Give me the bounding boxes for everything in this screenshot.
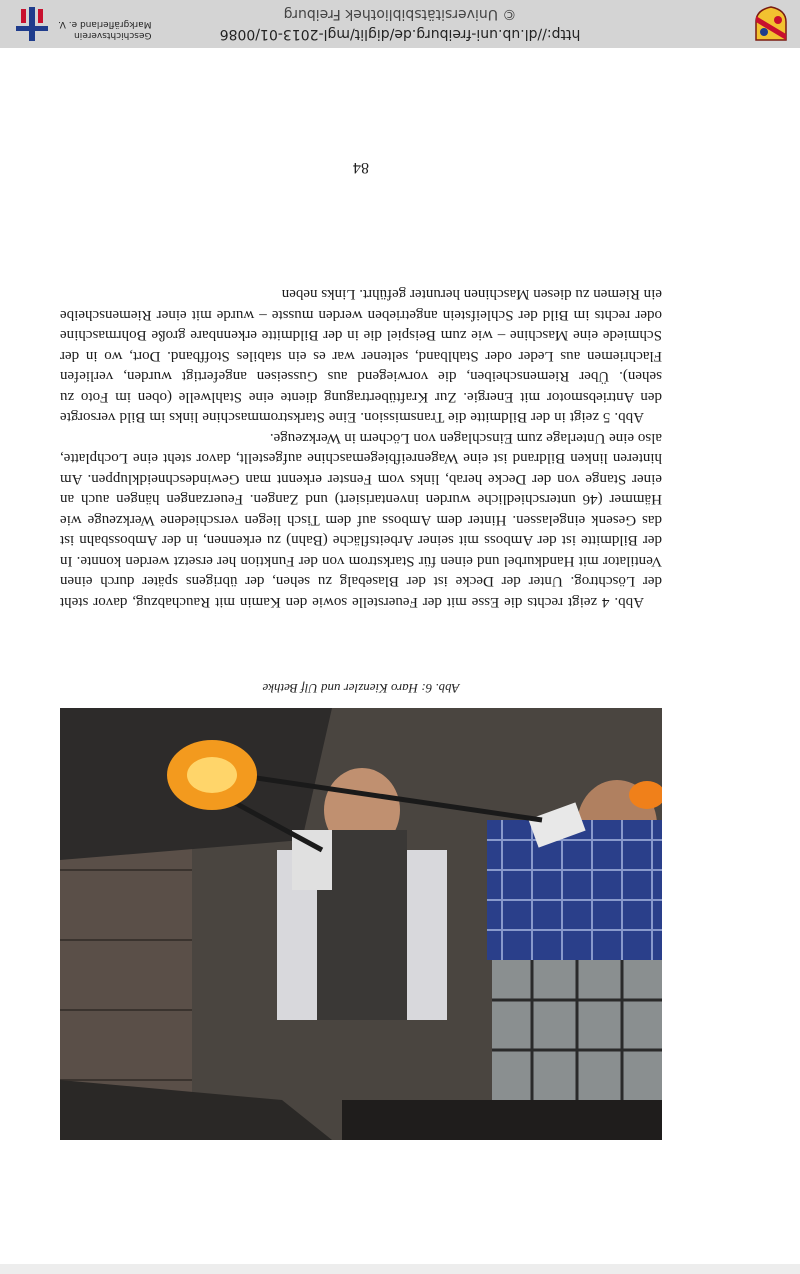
top-strip [0, 1264, 800, 1274]
org-line-2: Markgräflerland e. V. [58, 19, 152, 29]
page-number: 84 [353, 159, 369, 176]
footer-organisation [58, 18, 151, 40]
paragraph: Abb. 5 zeigt in der Bildmitte die Transmission. Eine Starkstrommaschine links im Bild versorgte den Antriebsmotor mit Energie. Zur Kraftübertragung diente eine Stahlwelle (oben im Foto zu sehen). Über Riemenscheiben, die vorwiegend aus Gusseisen angefertigt wurden, verliefen Flachriemen aus Leder oder Stahlband, seltener war es ein stabiles Stoffband. Dort, wo in der Schmiede eine Maschine – wie zum Beispiel die in der Bildmitte erkennbare große Bohrmaschine oder rechts im Bild der Schleifstein angetrieben werden musste – wurde mit einer Riemenscheibe ein Riemen zu diesen Maschinen herunter geführt. Links neben [60, 286, 662, 426]
footer-url[interactable]: http://dl.ub.uni-freiburg.de/diglit/mgl-2013-01/0086 [219, 26, 581, 42]
figure-caption: Abb. 6: Haro Kienzler und Ulf Bethke [262, 681, 460, 696]
footer-copyright: © Universitätsbibliothek Freiburg [283, 6, 517, 22]
paragraph: Abb. 4 zeigt rechts die Esse mit der Feuerstelle sowie den Kamin mit Rauchabzug, davor steht der Löschtrog. Unter der Decke ist der Blasebalg zu sehen, der übrigens später durch einen Ventilator mit Handkurbel und einen für Starkstrom von der Funktion her ersetzt werden konnte. In der Bildmitte ist der Amboss mit seiner Arbeitsfläche (Bahn) zu erkennen, in der Ambossbahn ist das Gesenk eingelassen. Hinter dem Amboss auf dem Tisch liegen verschiedene Werkzeuge wie Hämmer (46 unterschiedliche wurden inventarisiert) und Zangen. Feuerzangen hängen auch an einer Stange von der Decke herab, links vom Fenster erkennt man Gewindeschneidkluppen. Am hinteren linken Bildrand ist eine Wagenreifbiegemaschine aufgestellt, davor steht eine Lochplatte, also eine Unterlage zum Einschlagen von Löchern in Werkzeuge. [60, 430, 662, 610]
footer-bar [0, 0, 800, 48]
coat-of-arms-icon [752, 6, 790, 42]
photo-illustration [60, 708, 662, 1140]
org-line-1: Geschichtsverein [74, 30, 152, 40]
body-text [60, 284, 662, 612]
photo-blacksmiths [60, 708, 662, 1140]
